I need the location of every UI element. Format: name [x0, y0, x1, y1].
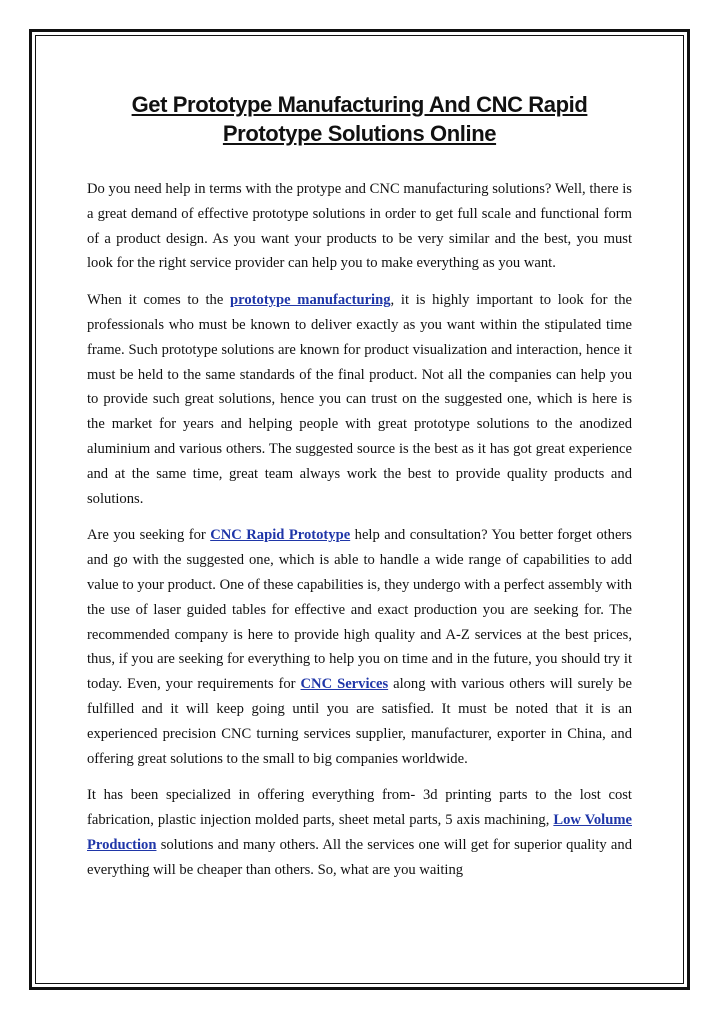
paragraph-3-text-middle: help and consultation? You better forget others and go with the suggested one, which is able to handle a wide range of capabilities to add value to your product. One of these capabilities is, they undergo with a perfect assembly with the use of laser guided tables for effective and exact production you are seeking for. The recommended company is here to provide high quality and A-Z services at the best prices, thus, if you are seeking for everything to help you on time and in the future, you should try it today. Even, your requirements for: [87, 527, 632, 693]
cnc-services-link[interactable]: CNC Services: [300, 676, 389, 693]
paragraph-2-text-start: When it comes to the: [87, 292, 231, 309]
prototype-manufacturing-link[interactable]: prototype manufacturing: [230, 292, 391, 309]
document-body: [87, 90, 632, 895]
paragraph-1: [87, 177, 632, 276]
paragraph-2-text-end: , it is highly important to look for the professionals who must be known to deliver exactly as you want within the stipulated time frame. Such prototype solutions are known for product visualization and interaction, hence it must be held to the same standards of the final product. Not all the companies can help you to provide such great solutions, hence you can trust on the suggested one, which is here is the market for years and helping people with great prototype solutions to the anodized aluminium and various others. The suggested source is the best as it has got great experience and at the same time, great team always work the best to provide quality products and solutions.: [87, 292, 632, 507]
low-volume-production-link[interactable]: Low Volume Production: [87, 812, 632, 853]
paragraph-2: [87, 288, 632, 511]
paragraph-1-text: Do you need help in terms with the protype and CNC manufacturing solutions? Well, there is a great demand of effective prototype solutions in order to get full scale and functional form of a product design. As you want your products to be very similar and the best, you must look for the right service provider can help you to make everything as you want.: [87, 181, 632, 272]
title-line-2: Prototype Solutions Online: [222, 121, 497, 146]
paragraph-3-text-end: along with various others will surely be fulfilled and it will keep going until you are satisfied. It must be noted that it is an experienced precision CNC turning services supplier, manufacturer, exporter in China, and offering great solutions to the small to big companies worldwide.: [87, 676, 632, 767]
paragraph-4: [87, 783, 632, 882]
paragraph-3-text-start: Are you seeking for: [87, 527, 211, 544]
paragraph-4-text-start: It has been specialized in offering everything from- 3d printing parts to the lost cost fabrication, plastic injection molded parts, sheet metal parts, 5 axis machining,: [87, 787, 632, 829]
cnc-rapid-prototype-link[interactable]: CNC Rapid Prototype: [210, 527, 351, 544]
document-title: [87, 90, 632, 148]
paragraph-4-text-end: solutions and many others. All the services one will get for superior quality and everything will be cheaper than others. So, what are you waiting: [87, 836, 632, 878]
title-line-1: Get Prototype Manufacturing And CNC Rapid: [131, 92, 588, 117]
paragraph-3: [87, 523, 632, 771]
